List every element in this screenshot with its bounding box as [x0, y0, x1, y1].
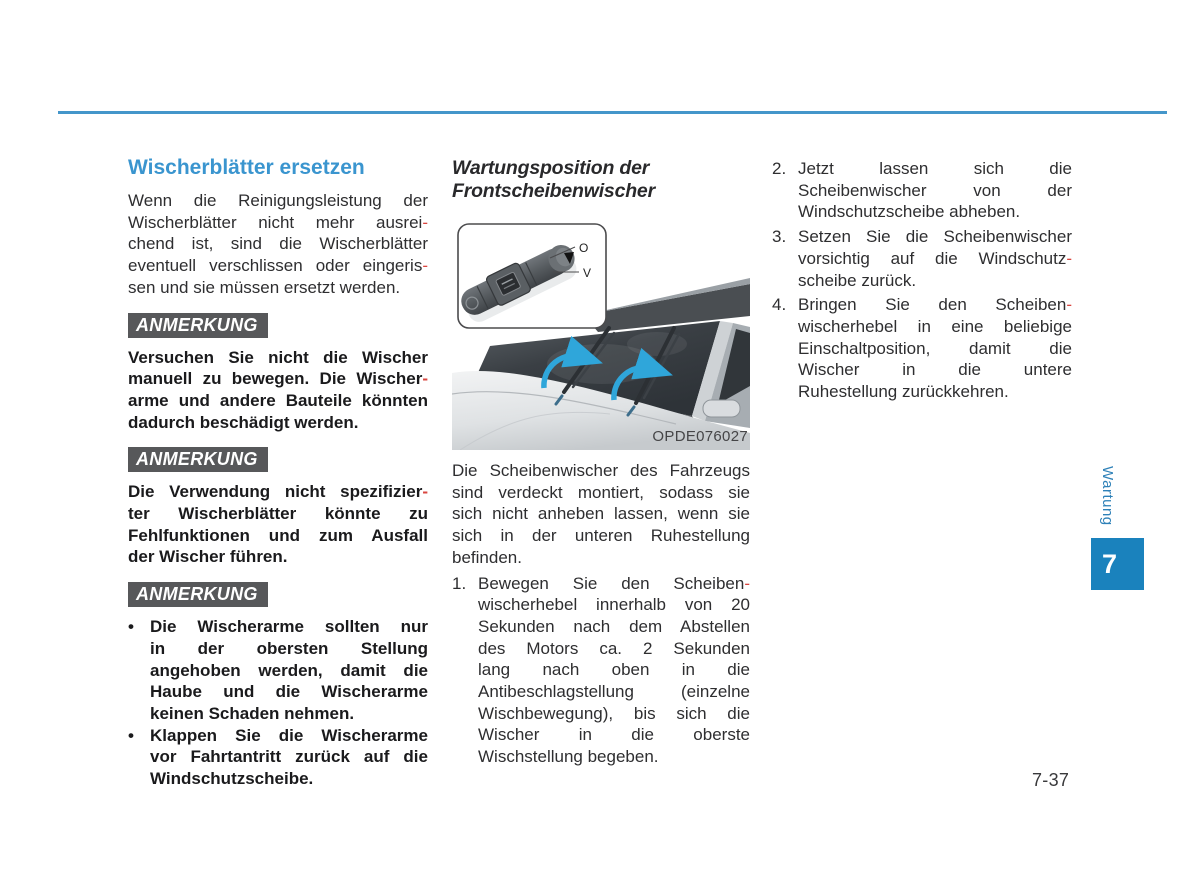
chapter-tab-label: Wartung — [1099, 466, 1116, 526]
subsection-title-line: Wartungsposition der — [452, 157, 650, 179]
note-label: ANMERKUNG — [128, 447, 268, 472]
bullet-item — [128, 725, 428, 790]
note-label: ANMERKUNG — [128, 313, 268, 338]
intro-paragraph: Wenn die Reinigungsleistung der Wischerblätter nicht mehr ausrei- chend ist, sind die Wischerblätter eventuell verschlissen oder eingeris- sen und sie müssen ersetzt werden. — [128, 191, 428, 297]
body-paragraph: Die Scheibenwischer des Fahrzeugs sind verdeckt montiert, sodass sie sich nicht anheben lassen, wenn sie sich in der unteren Ruhestellung befinden. — [452, 461, 750, 567]
item-number: 2. — [772, 159, 787, 178]
column-middle — [452, 157, 750, 771]
car-wiper-illustration — [452, 216, 750, 450]
stalk-label-o: O — [579, 241, 589, 255]
note-block-1 — [128, 299, 428, 434]
bullet-marker: • — [128, 617, 134, 637]
item-text: Bringen Sie den Scheiben- wischerhebel in eine beliebige Einschaltposition, damit die Wischer in die untere Ruhestellung zurückkehren. — [798, 295, 1072, 402]
item-text: Jetzt lassen sich die Scheibenwischer von der Windschutzscheibe abheben. — [798, 159, 1072, 222]
note-block-2 — [128, 433, 428, 568]
bullet-text: Klappen Sie die Wischerarme vor Fahrtantritt zurück auf die Windschutzscheibe. — [150, 725, 428, 789]
column-left — [128, 155, 428, 790]
note-body: Die Verwendung nicht spezifizier- ter Wischerblätter könnte zu Fehlfunktionen und zum Ausfall der Wischer führen. — [128, 482, 428, 567]
column-right — [772, 158, 1072, 406]
note-block-3 — [128, 568, 428, 790]
page-number: 7-37 — [1032, 770, 1070, 790]
section-title: Wischerblätter ersetzen — [128, 156, 365, 179]
figure-wiper-maintenance — [452, 216, 750, 450]
header-rule — [58, 111, 1167, 114]
numbered-item-4 — [772, 294, 1072, 403]
item-number: 1. — [452, 573, 467, 593]
item-number: 4. — [772, 295, 787, 315]
figure-caption: OPDE076027 — [652, 428, 748, 446]
bullet-text: Die Wischerarme sollten nur in der obersten Stellung angehoben werden, damit die Haube und die Wischerarme keinen Schaden nehmen. — [150, 617, 428, 723]
subsection-title — [452, 157, 750, 203]
numbered-item-3 — [772, 226, 1072, 291]
bullet-item — [128, 616, 428, 725]
stalk-label-v: V — [583, 266, 592, 280]
item-text: Setzen Sie die Scheibenwischer vorsichtig auf die Windschutz- scheibe zurück. — [798, 227, 1072, 290]
wiper-stalk-inset — [456, 224, 606, 328]
item-text: Bewegen Sie den Scheiben- wischerhebel innerhalb von 20 Sekunden nach dem Abstellen des Motors ca. 2 Sekunden lang nach oben in die Antibeschlagstellung (einzelne Wischbewegung), bis sich die Wischer in die oberste Wischstellung begeben. — [478, 573, 750, 767]
side-mirror — [703, 400, 740, 417]
subsection-title-line: Frontscheibenwischer — [452, 180, 655, 202]
chapter-number-box: 7 — [1091, 538, 1144, 590]
bullet-marker: • — [128, 725, 134, 745]
item-number: 3. — [772, 227, 787, 247]
note-body: Versuchen Sie nicht die Wischer manuell zu bewegen. Die Wischer- arme und andere Bauteile könnten dadurch beschädigt werden. — [128, 347, 428, 432]
numbered-item-1 — [452, 573, 750, 768]
note-label: ANMERKUNG — [128, 582, 268, 607]
numbered-item-2 — [772, 158, 1072, 223]
